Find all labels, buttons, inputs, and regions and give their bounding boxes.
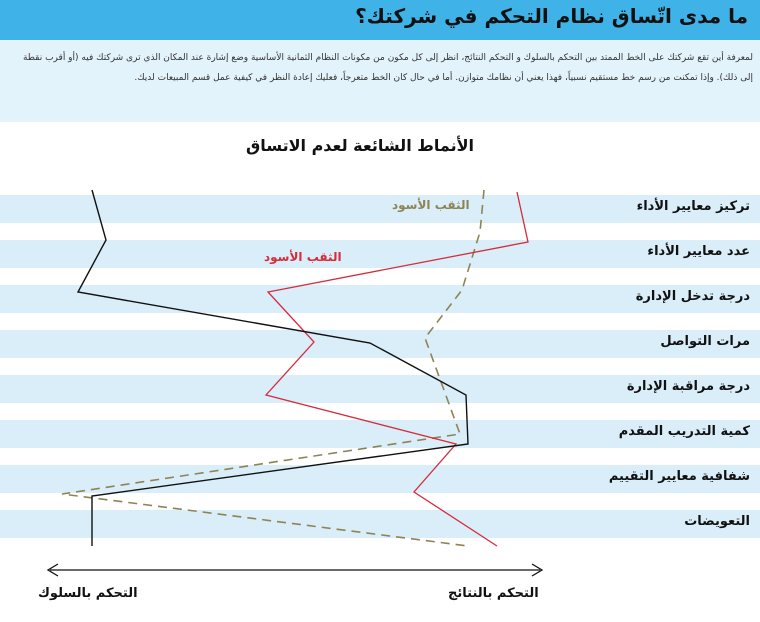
black-line <box>78 190 468 546</box>
olive-dashed-line <box>62 190 484 546</box>
row-label-management-monitoring: درجة مراقبة الإدارة <box>626 379 750 394</box>
axis-label-behavior-control: التحكم بالسلوك <box>38 586 138 601</box>
row-label-performance-count: عدد معايير الأداء <box>647 244 750 259</box>
row-label-management-intervention: درجة تدخل الإدارة <box>635 289 750 304</box>
olive-annotation-label: الثقب الأسود <box>392 198 470 212</box>
page-title: ما مدى اتّساق نظام التحكم في شركتك؟ <box>355 4 748 28</box>
intro-text: لمعرفة أين تقع شركتك على الخط الممتد بين التحكم بالسلوك و التحكم النتائج، انظر إلى كل مكون من مكونات النظام الثمانية الأساسية وضع إشارة عند المكان الذي ترى شركتك فيه (أو أقرب نقطة إلى ذلك). وإذا تمكنت من رسم خط مستقيم نسبياً، فهذا يعني أن نظامك متوازن. أما في حال كان الخط متعرجاً، فعليك إعادة النظر في كيفية عمل قسم المبيعات لديك. <box>22 53 753 83</box>
row-label-compensation: التعويضات <box>684 514 750 529</box>
row-label-communication: مرات التواصل <box>660 334 750 349</box>
row-label-evaluation-transparency: شفافية معايير التقييم <box>608 469 750 484</box>
axis-label-results-control: التحكم بالنتائج <box>448 586 539 601</box>
red-annotation-label: الثقب الأسود <box>264 250 342 264</box>
axis-arrow <box>48 564 542 576</box>
diagram-title: الأنماط الشائعة لعدم الاتساق <box>246 136 474 155</box>
red-line <box>266 192 528 546</box>
row-label-training: كمية التدريب المقدم <box>618 424 750 439</box>
row-label-performance-focus: تركيز معايير الأداء <box>636 199 750 214</box>
